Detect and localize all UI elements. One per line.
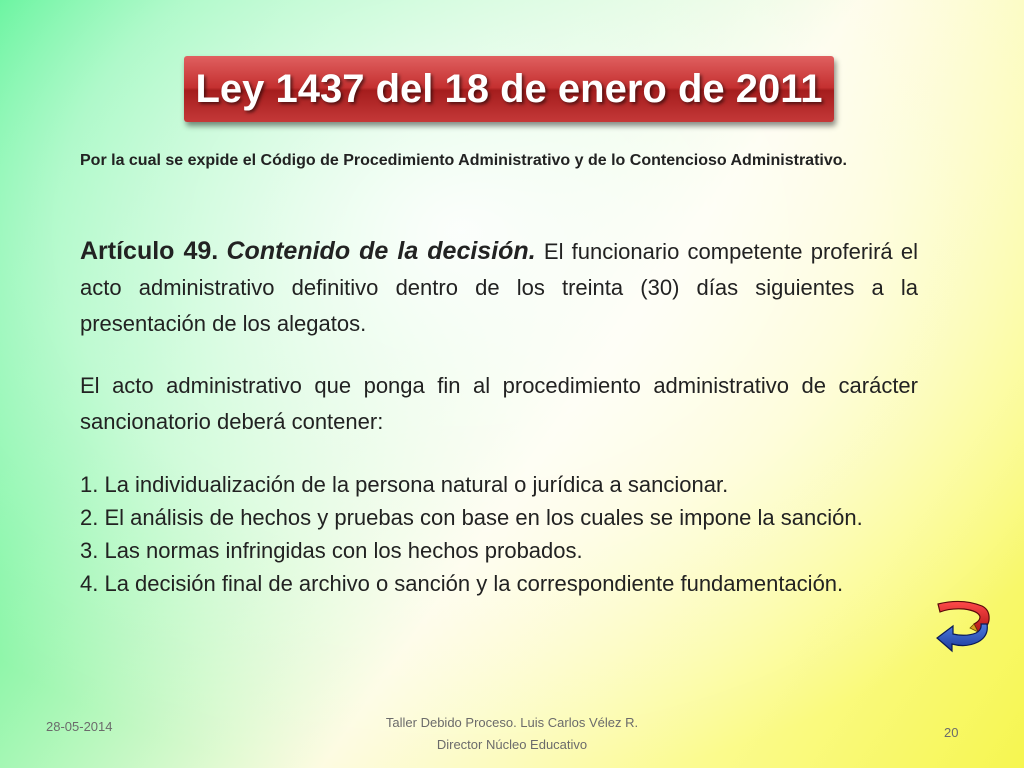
slide-title: Ley 1437 del 18 de enero de 2011: [195, 66, 823, 111]
u-turn-arrow-icon[interactable]: [934, 598, 992, 654]
footer-credit-line: Taller Debido Proceso. Luis Carlos Vélez R.: [385, 715, 639, 730]
slide-subtitle: Por la cual se expide el Código de Procedimiento Administrativo y de lo Contencioso Administrativo.: [80, 152, 847, 169]
page-number: 20: [944, 725, 959, 740]
intro-paragraph: El acto administrativo que ponga fin al procedimiento administrativo de carácter sancionatorio deberá contener:: [80, 373, 918, 434]
article-label: Artículo 49.: [80, 237, 219, 265]
requirements-list: [80, 468, 918, 600]
list-item: 4. La decisión final de archivo o sanción y la correspondiente fundamentación.: [80, 571, 844, 596]
list-item: 3. Las normas infringidas con los hechos probados.: [80, 538, 583, 563]
footer-date: 28-05-2014: [46, 719, 113, 734]
title-banner: [184, 56, 834, 122]
article-title: Contenido de la decisión.: [226, 237, 536, 265]
footer-credit-line: Director Núcleo Educativo: [436, 737, 588, 752]
article-text: El funcionario competente proferirá el acto administrativo definitivo dentro de los treinta (30) días siguientes a la presentación de los alegatos.: [80, 239, 918, 336]
list-item: 2. El análisis de hechos y pruebas con base en los cuales se impone la sanción.: [80, 505, 863, 530]
list-item: 1. La individualización de la persona natural o jurídica a sancionar.: [80, 472, 729, 497]
article-paragraph: [80, 233, 918, 342]
footer-credits: [330, 712, 694, 756]
